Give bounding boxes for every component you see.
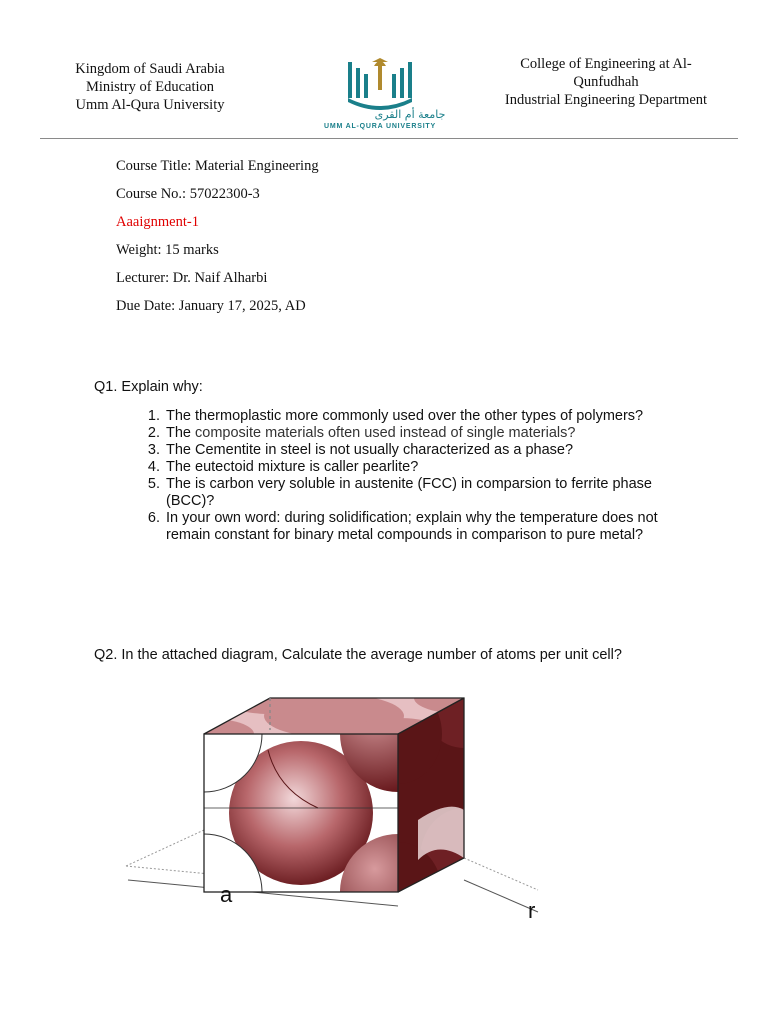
label-r: r [528,898,536,920]
q1-item: 5. The is carbon very soluble in austenite (FCC) in comparsion to ferrite phase (BCC)? [164,476,674,510]
header-college-cont: Qunfudhah [573,74,639,90]
course-due-date: Due Date: January 17, 2025, AD [116,298,306,314]
q1-item-text: composite materials often used instead of single materials? [195,425,576,441]
header-ministry: Ministry of Education [85,79,215,95]
header-country: Kingdom of Saudi Arabia [75,61,225,77]
label-a: a [220,882,233,907]
course-number: Course No.: 57022300-3 [116,186,260,202]
floor-line [126,830,204,866]
header-left [40,60,260,114]
course-weight: Weight: 15 marks [116,242,219,258]
header-right [486,55,726,109]
q1-item [164,425,674,442]
header-university: Umm Al-Qura University [75,97,225,113]
q1-item: 1. The thermoplastic more commonly used over the other types of polymers? [164,408,674,425]
course-lecturer: Lecturer: Dr. Naif Alharbi [116,270,268,286]
header-college: College of Engineering at Al- [520,56,692,72]
university-logo [290,52,470,132]
fcc-unit-cell-diagram [118,690,588,920]
q1-list [94,408,674,544]
q1-item: 6. In your own word: during solidification; explain why the temperature does not remain constant for binary metal compounds in comparison to pure metal? [164,510,674,544]
q1-item: 3. The Cementite in steel is not usually characterized as a phase? [164,442,674,459]
course-title: Course Title: Material Engineering [116,158,319,174]
course-info [116,156,319,324]
q1-prompt: Q1. Explain why: [94,379,203,395]
header-department: Industrial Engineering Department [504,92,708,108]
q1-item: 4. The eutectoid mixture is caller pearlite? [164,459,674,476]
assignment-title: Aaaignment-1 [116,214,199,230]
question-1 [94,379,674,544]
logo-english-text: UMM AL-QURA UNIVERSITY [324,123,436,130]
logo-arabic-text: جامعة أم القرى [374,108,446,121]
header-divider [40,138,738,139]
q1-item-prefix: The [166,425,196,441]
question-2: Q2. In the attached diagram, Calculate the average number of atoms per unit cell? [94,647,622,663]
